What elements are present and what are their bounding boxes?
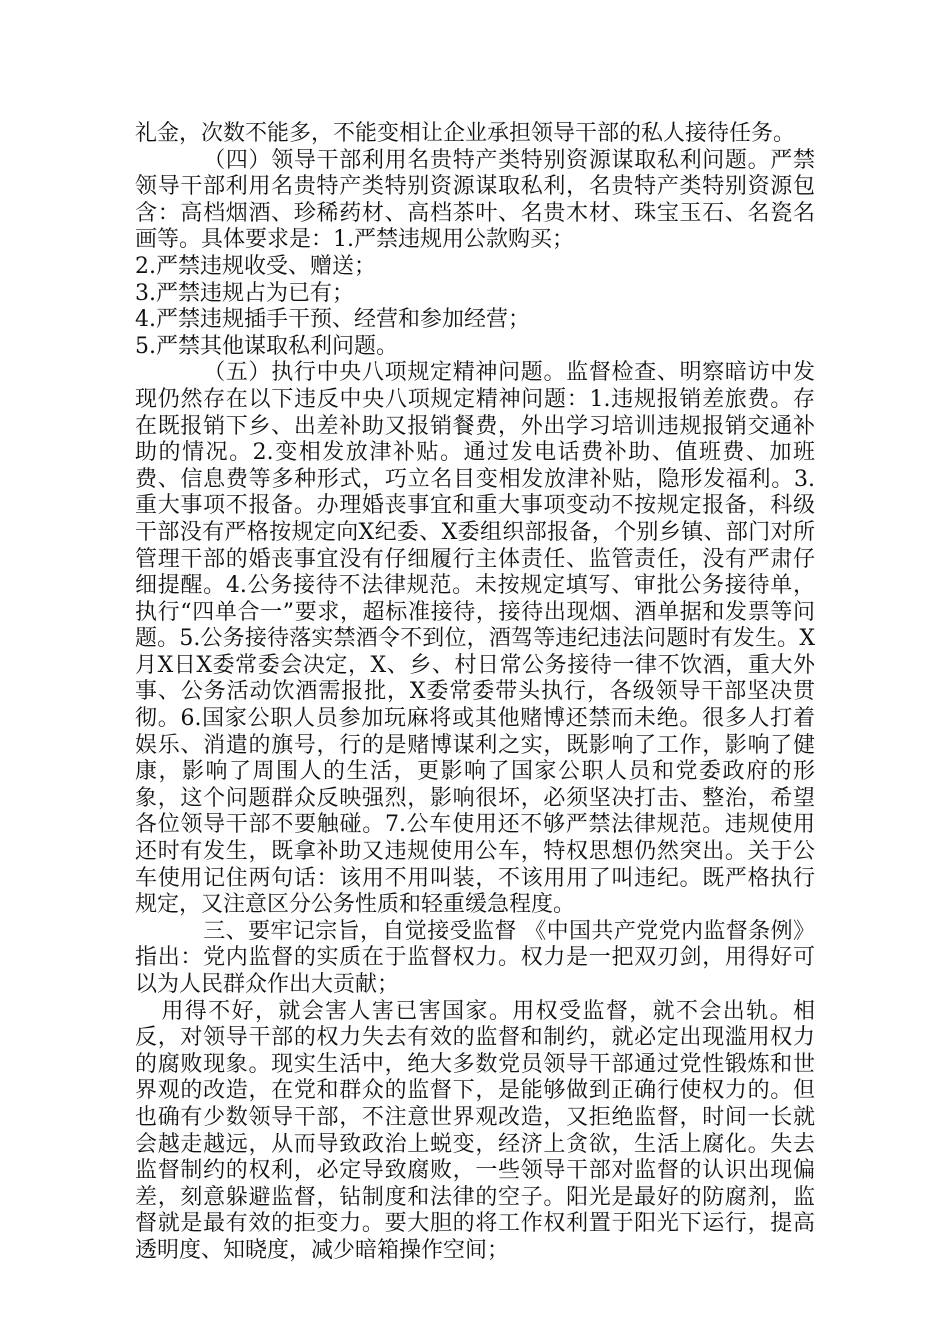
list-item: 4.严禁违规插手干预、经营和参加经营； xyxy=(135,307,530,333)
paragraph-section-five: （五）执行中央八项规定精神问题。监督检查、明察暗访中发现仍然存在以下违反中央八项规定精神问题：1.违规报销差旅费。存在既报销下乡、出差补助又报销餐费，外出学习培训违规报销交通补助的情况。2.变相发放津补贴。通过发电话费补助、值班费、加班费、信息费等多种形式，巧立名目变相发放津补贴，隐形发福利。3.重大事项不报备。办理婚丧事宜和重大事项变动不按规定报备，科级干部没有严格按规定向X纪委、X委组织部报备，个别乡镇、部门对所管理干部的婚丧事宜没有仔细履行主体责任、监管责任，没有严肃仔细提醒。4.公务接待不法律规范。未按规定填写、审批公务接待单，执行“四单合一”要求，超标准接待，接待出现烟、酒单据和发票等问题。5.公务接待落实禁酒令不到位，酒驾等违纪违法问题时有发生。X月X日X委常委会决定，X、乡、村日常公务接待一律不饮酒，重大外事、公务活动饮酒需报批，X委常委带头执行，各级领导干部坚决贯彻。6.国家公职人员参加玩麻将或其他赌博还禁而未绝。很多人打着娱乐、消遣的旗号，行的是赌博谋利之实，既影响了工作，影响了健康，影响了周围人的生活，更影响了国家公职人员和党委政府的形象，这个问题群众反映强烈，影响很坏，必须坚决打击、整治，希望各位领导干部不要触碰。7.公车使用还不够严禁法律规范。违规使用还时有发生，既拿补助又违规使用公车，特权思想仍然突出。关于公车使用记住两句话：该用不用叫装，不该用用了叫违纪。既严格执行规定，又注意区分公务性质和轻重缓急程度。 xyxy=(135,360,815,918)
paragraph-section-four: （四）领导干部利用名贵特产类特别资源谋取私利问题。严禁领导干部利用名贵特产类特别资源谋取私利，名贵特产类特别资源包含：高档烟酒、珍稀药材、高档茶叶、名贵木材、珠宝玉石、名瓷名画等。具体要求是：1.严禁违规用公款购买； xyxy=(135,147,815,253)
list-item: 3.严禁违规占为已有； xyxy=(135,280,354,306)
list-item: 5.严禁其他谋取私利问题。 xyxy=(135,333,398,359)
paragraph-gift-money: 礼金，次数不能多，不能变相让企业承担领导干部的私人接待任务。 xyxy=(135,121,796,146)
list-item: 2.严禁违规收受、赠送； xyxy=(135,253,376,279)
document-body xyxy=(135,121,815,1265)
paragraph-section-three: 三、要牢记宗旨，自觉接受监督 《中国共产党党内监督条例》指出：党内监督的实质在于监督权力。权力是一把双刃剑，用得好可以为人民群众作出大贡献； xyxy=(135,918,815,997)
paragraph-supervision: 用得不好，就会害人害已害国家。用权受监督，就不会出轨。相反，对领导干部的权力失去有效的监督和制约，就必定出现滥用权力的腐败现象。现实生活中，绝大多数党员领导干部通过党性锻炼和世界观的改造，在党和群众的监督下，是能够做到正确行使权力的。但也确有少数领导干部，不注意世界观改造，又拒绝监督，时间一长就会越走越远，从而导致政治上蜕变，经济上贪欲，生活上腐化。失去监督制约的权利，必定导致腐败，一些领导干部对监督的认识出现偏差，刻意躲避监督，钻制度和法律的空子。阳光是最好的防腐剂，监督就是最有效的拒变力。要大胆的将工作权利置于阳光下运行，提高透明度、知晓度，减少暗箱操作空间； xyxy=(135,998,815,1263)
